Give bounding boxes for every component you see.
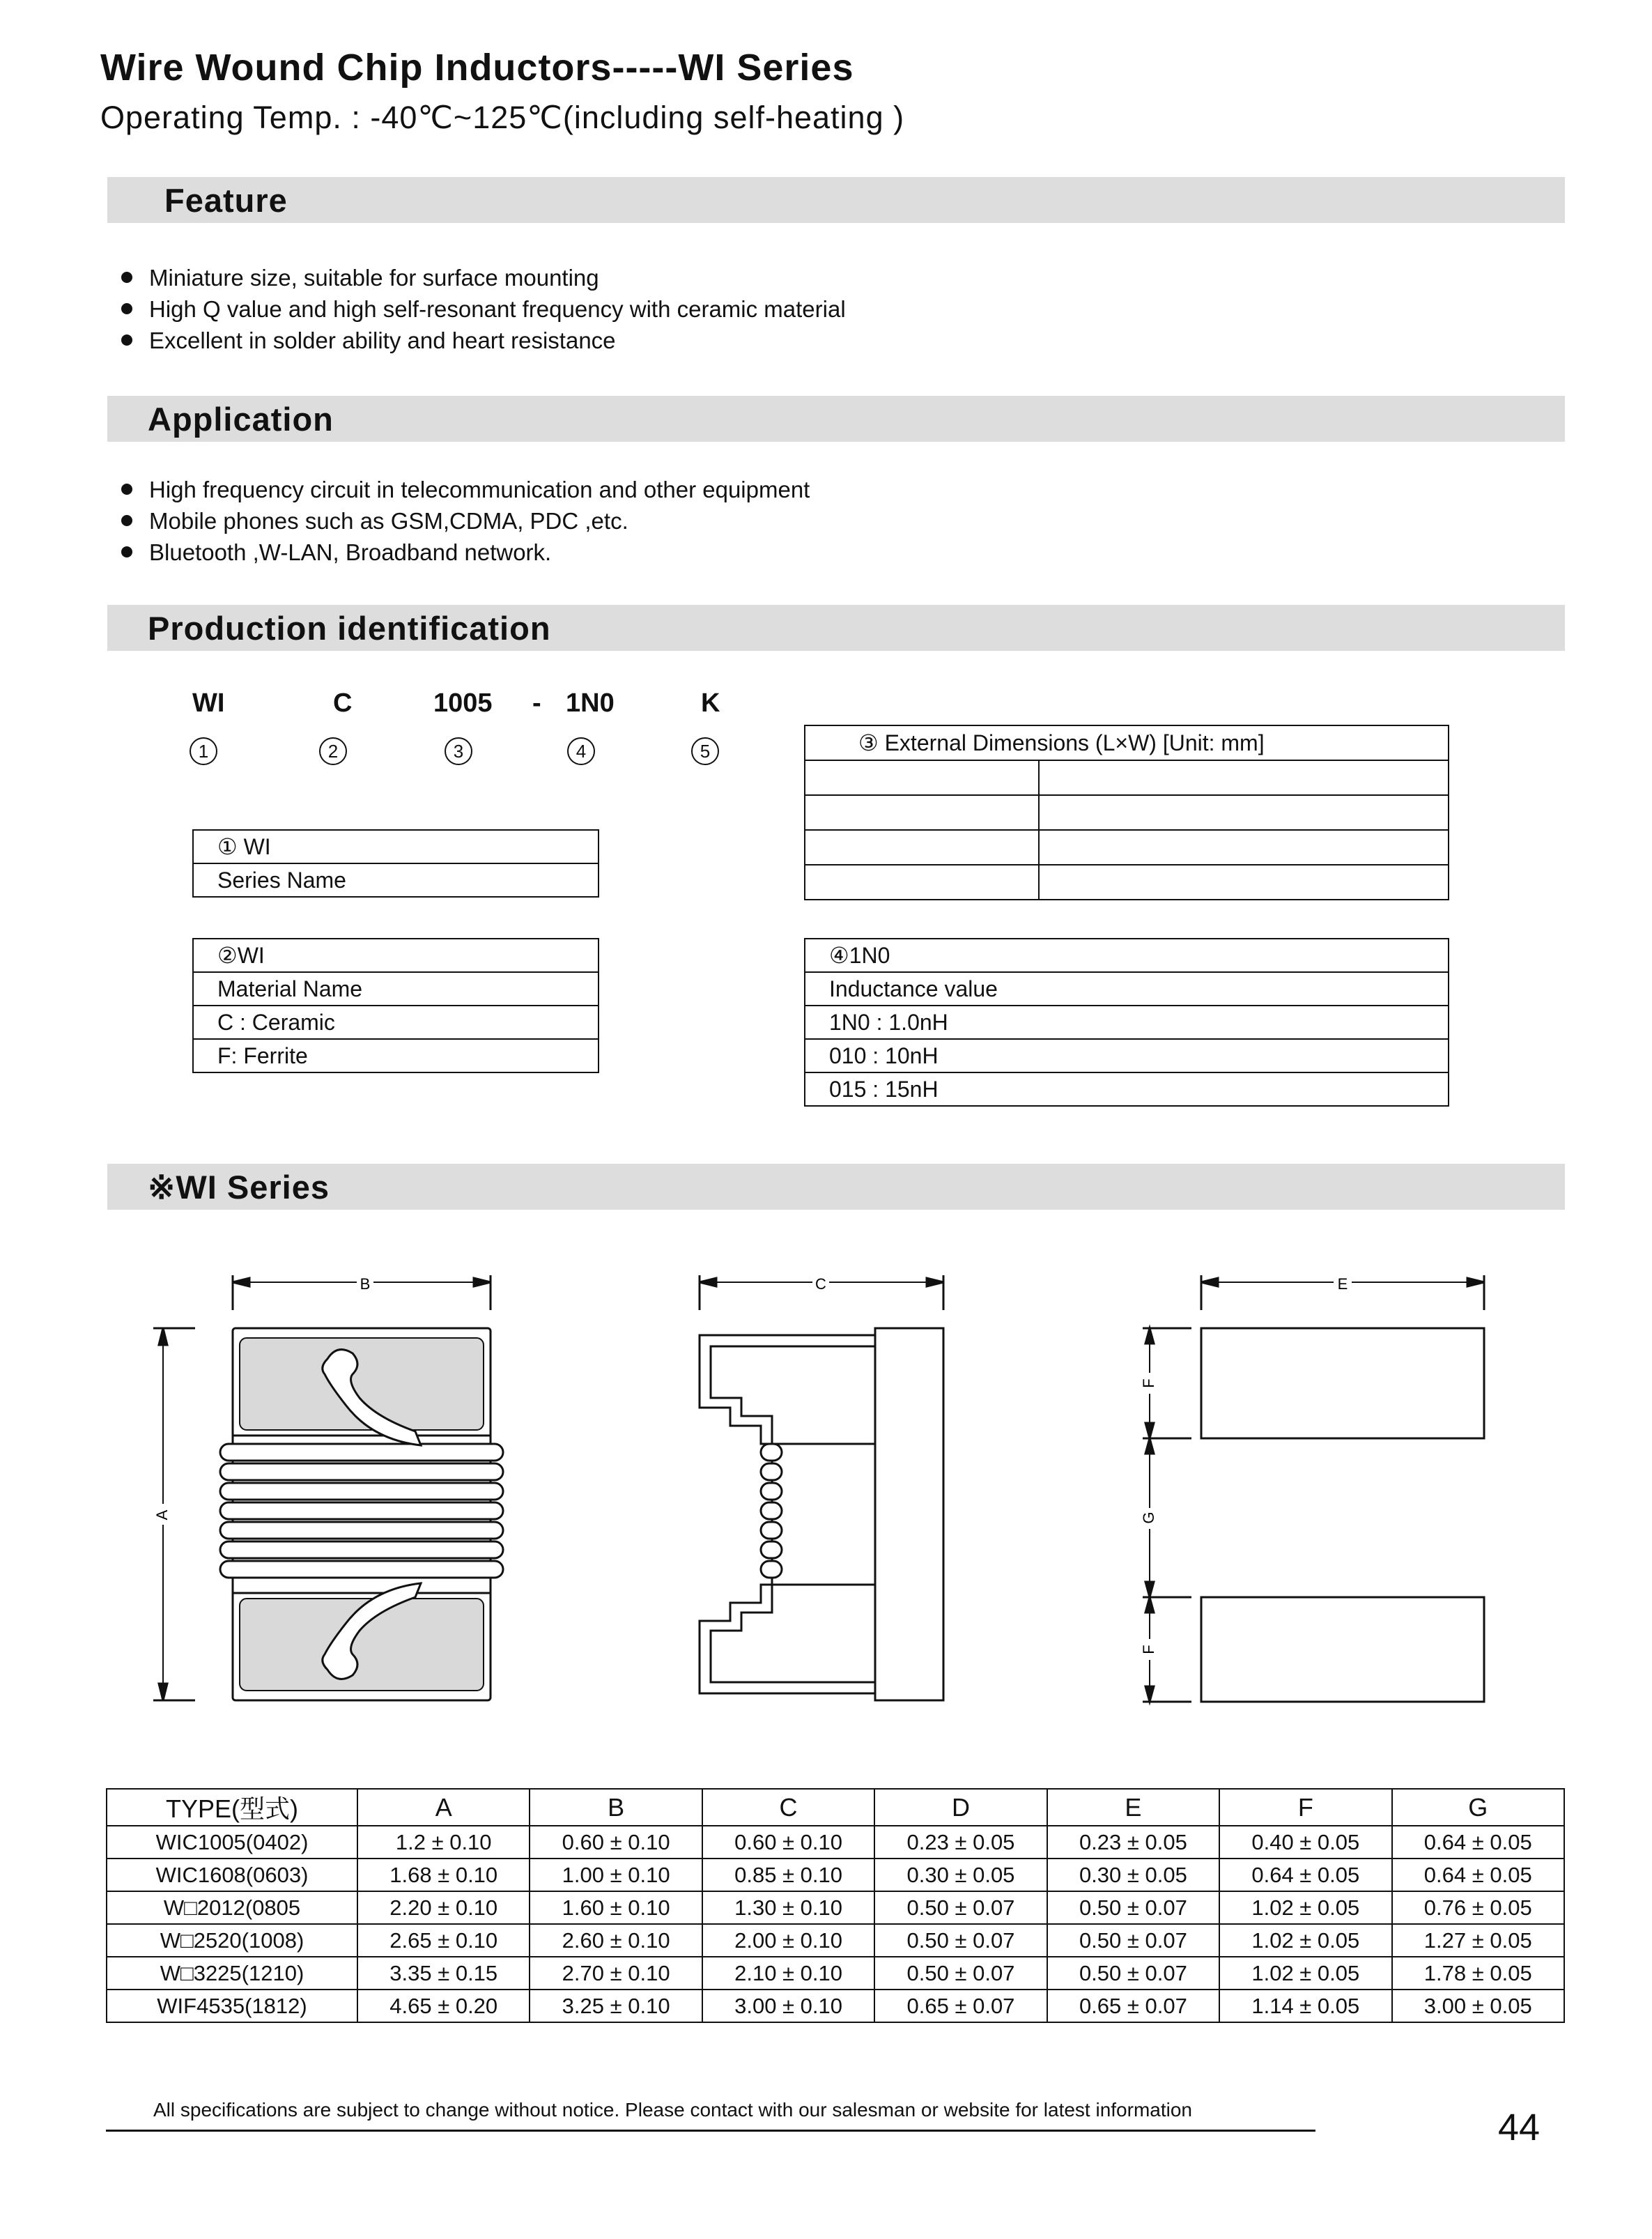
dim-label-e: E xyxy=(1337,1275,1348,1293)
table-cell: 0.64 ± 0.05 xyxy=(1219,1859,1391,1891)
table-cell: 1.02 ± 0.05 xyxy=(1219,1957,1391,1990)
dim-label-f-bottom: F xyxy=(1139,1645,1157,1654)
table-cell: 1.30 ± 0.10 xyxy=(702,1891,874,1924)
dim-label-b: B xyxy=(360,1275,371,1293)
dims-header-cell: ③ External Dimensions (L×W) [Unit: mm] xyxy=(805,725,1449,760)
dims-cell xyxy=(1039,760,1449,795)
table-cell: W□2520(1008) xyxy=(107,1924,357,1957)
application-heading: Application xyxy=(148,401,334,438)
application-section-header xyxy=(107,396,1565,442)
table-cell: 0.64 ± 0.05 xyxy=(1392,1826,1564,1859)
table-header-row xyxy=(107,1789,1564,1826)
table-cell: 0.65 ± 0.07 xyxy=(874,1990,1047,2022)
marker-1: 1 xyxy=(190,737,217,765)
table-cell: 0.64 ± 0.05 xyxy=(1392,1859,1564,1891)
table-cell: 2.70 ± 0.10 xyxy=(530,1957,702,1990)
table-cell: 0.60 ± 0.10 xyxy=(530,1826,702,1859)
wi-series-section-header xyxy=(107,1164,1565,1210)
material-name-box xyxy=(192,938,599,1073)
code-part-material: C xyxy=(333,688,353,718)
table-cell: 1.00 ± 0.10 xyxy=(530,1859,702,1891)
material-desc-cell: Material Name xyxy=(193,972,599,1006)
inductance-010-cell: 010 : 10nH xyxy=(805,1039,1449,1072)
dim-label-c: C xyxy=(815,1275,826,1293)
table-header-cell: B xyxy=(530,1789,702,1826)
inductance-code-cell: ④1N0 xyxy=(805,939,1449,972)
table-cell: 0.23 ± 0.05 xyxy=(1047,1826,1219,1859)
table-cell: WIC1608(0603) xyxy=(107,1859,357,1891)
code-part-inductance: 1N0 xyxy=(566,688,615,718)
table-cell: 1.68 ± 0.10 xyxy=(357,1859,530,1891)
list-item: High frequency circuit in telecommunication and other equipment xyxy=(121,474,810,505)
table-cell: 0.50 ± 0.07 xyxy=(874,1924,1047,1957)
code-part-dash: - xyxy=(532,688,541,718)
feature-list xyxy=(121,262,846,356)
material-ferrite-cell: F: Ferrite xyxy=(193,1039,599,1072)
table-cell: 1.78 ± 0.05 xyxy=(1392,1957,1564,1990)
table-cell: 0.50 ± 0.07 xyxy=(1047,1924,1219,1957)
series-name-box xyxy=(192,829,599,898)
table-cell: 2.10 ± 0.10 xyxy=(702,1957,874,1990)
code-part-series: WI xyxy=(192,688,225,718)
table-cell: 0.65 ± 0.07 xyxy=(1047,1990,1219,2022)
marker-5: 5 xyxy=(691,737,719,765)
wi-series-heading: ※WI Series xyxy=(148,1169,330,1206)
table-cell: 2.00 ± 0.10 xyxy=(702,1924,874,1957)
external-dimensions-box xyxy=(804,725,1449,900)
table-cell: WIC1005(0402) xyxy=(107,1826,357,1859)
dim-label-f-top: F xyxy=(1139,1378,1157,1388)
table-header-cell: TYPE(型式) xyxy=(107,1789,357,1826)
table-cell: 0.50 ± 0.07 xyxy=(1047,1891,1219,1924)
application-list xyxy=(121,474,810,568)
table-header-cell: F xyxy=(1219,1789,1391,1826)
table-cell: 2.65 ± 0.10 xyxy=(357,1924,530,1957)
inductance-015-cell: 015 : 15nH xyxy=(805,1072,1449,1106)
table-cell: 1.2 ± 0.10 xyxy=(357,1826,530,1859)
dims-cell xyxy=(805,830,1039,865)
dim-label-a: A xyxy=(153,1509,171,1521)
dim-label-g: G xyxy=(1139,1511,1157,1524)
table-cell: 0.76 ± 0.05 xyxy=(1392,1891,1564,1924)
series-desc-cell: Series Name xyxy=(193,863,599,897)
table-header-cell: D xyxy=(874,1789,1047,1826)
identification-section-header xyxy=(107,605,1565,651)
table-cell: 1.14 ± 0.05 xyxy=(1219,1990,1391,2022)
table-cell: 4.65 ± 0.20 xyxy=(357,1990,530,2022)
material-ceramic-cell: C : Ceramic xyxy=(193,1006,599,1039)
table-row xyxy=(107,1924,1564,1957)
dims-cell xyxy=(805,795,1039,830)
material-code-cell: ②WI xyxy=(193,939,599,972)
inductance-1n0-cell: 1N0 : 1.0nH xyxy=(805,1006,1449,1039)
dims-cell xyxy=(805,865,1039,900)
table-cell: 0.50 ± 0.07 xyxy=(874,1891,1047,1924)
table-cell: 1.02 ± 0.05 xyxy=(1219,1924,1391,1957)
marker-4: 4 xyxy=(567,737,595,765)
table-cell: 2.60 ± 0.10 xyxy=(530,1924,702,1957)
table-header-cell: A xyxy=(357,1789,530,1826)
marker-3: 3 xyxy=(445,737,472,765)
table-cell: 0.60 ± 0.10 xyxy=(702,1826,874,1859)
table-row xyxy=(107,1859,1564,1891)
dims-cell xyxy=(1039,830,1449,865)
code-part-size: 1005 xyxy=(433,688,493,718)
table-row xyxy=(107,1826,1564,1859)
table-cell: 0.40 ± 0.05 xyxy=(1219,1826,1391,1859)
footer-note: All specifications are subject to change without notice. Please contact with our salesman or website for latest information xyxy=(153,2099,1192,2121)
list-item: High Q value and high self-resonant frequency with ceramic material xyxy=(121,293,846,325)
code-part-tolerance: K xyxy=(701,688,720,718)
table-cell: 2.20 ± 0.10 xyxy=(357,1891,530,1924)
table-cell: 3.00 ± 0.10 xyxy=(702,1990,874,2022)
table-cell: 0.50 ± 0.07 xyxy=(874,1957,1047,1990)
table-cell: W□3225(1210) xyxy=(107,1957,357,1990)
page-title: Wire Wound Chip Inductors-----WI Series xyxy=(100,47,854,89)
inductor-top-view-drawing xyxy=(139,1261,530,1721)
dims-cell xyxy=(1039,795,1449,830)
inductance-desc-cell: Inductance value xyxy=(805,972,1449,1006)
table-row xyxy=(107,1957,1564,1990)
table-cell: 3.00 ± 0.05 xyxy=(1392,1990,1564,2022)
dims-cell xyxy=(1039,865,1449,900)
table-cell: 0.85 ± 0.10 xyxy=(702,1859,874,1891)
page-number: 44 xyxy=(1498,2107,1541,2148)
marker-2: 2 xyxy=(319,737,347,765)
series-code-cell: ① WI xyxy=(193,830,599,863)
table-cell: 0.50 ± 0.07 xyxy=(1047,1957,1219,1990)
inductance-value-box xyxy=(804,938,1449,1107)
table-row xyxy=(107,1891,1564,1924)
table-cell: 1.02 ± 0.05 xyxy=(1219,1891,1391,1924)
list-item: Mobile phones such as GSM,CDMA, PDC ,etc. xyxy=(121,505,810,537)
feature-heading: Feature xyxy=(164,182,288,219)
land-pattern-drawing xyxy=(1115,1261,1505,1721)
table-header-cell: C xyxy=(702,1789,874,1826)
table-cell: 1.27 ± 0.05 xyxy=(1392,1924,1564,1957)
inductor-side-view-drawing xyxy=(683,1261,962,1721)
table-cell: 0.30 ± 0.05 xyxy=(1047,1859,1219,1891)
operating-temp-subtitle: Operating Temp. : -40℃~125℃(including self-heating ) xyxy=(100,100,905,135)
table-cell: 1.60 ± 0.10 xyxy=(530,1891,702,1924)
table-cell: WIF4535(1812) xyxy=(107,1990,357,2022)
dimensions-spec-table xyxy=(106,1788,1565,2023)
table-row xyxy=(107,1990,1564,2022)
table-cell: 3.35 ± 0.15 xyxy=(357,1957,530,1990)
table-cell: W□2012(0805 xyxy=(107,1891,357,1924)
identification-heading: Production identification xyxy=(148,610,551,647)
table-header-cell: G xyxy=(1392,1789,1564,1826)
table-cell: 3.25 ± 0.10 xyxy=(530,1990,702,2022)
list-item: Bluetooth ,W-LAN, Broadband network. xyxy=(121,537,810,568)
table-cell: 0.30 ± 0.05 xyxy=(874,1859,1047,1891)
feature-section-header xyxy=(107,177,1565,223)
table-header-cell: E xyxy=(1047,1789,1219,1826)
list-item: Miniature size, suitable for surface mounting xyxy=(121,262,846,293)
footer-divider xyxy=(106,2130,1315,2132)
dims-cell xyxy=(805,760,1039,795)
list-item: Excellent in solder ability and heart resistance xyxy=(121,325,846,356)
table-cell: 0.23 ± 0.05 xyxy=(874,1826,1047,1859)
